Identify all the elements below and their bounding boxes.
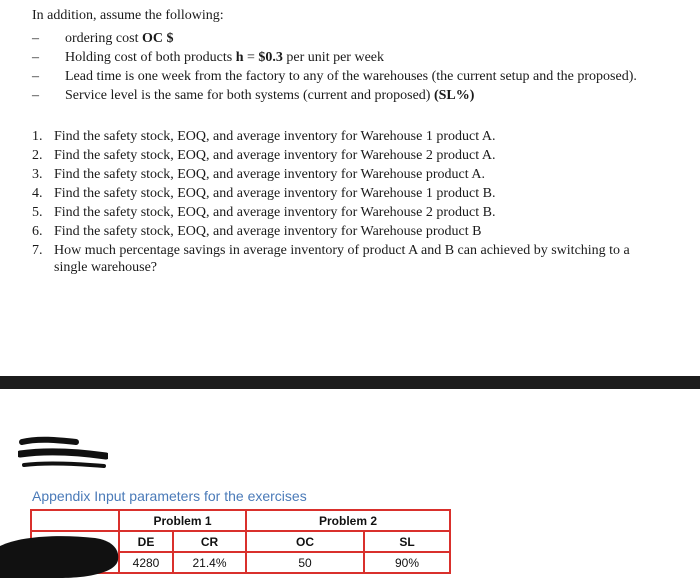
problem-1-header: Problem 1 xyxy=(119,510,246,531)
assumption-text: h xyxy=(235,50,244,65)
problem-2-header: Problem 2 xyxy=(246,510,450,531)
question-text: How much percentage savings in average inventory of product A and B can achieved by switching to a single warehouse? xyxy=(54,243,630,275)
question-number: 7. xyxy=(32,243,43,258)
assumption-item xyxy=(32,87,642,104)
assumption-item xyxy=(32,49,642,66)
dash-bullet: – xyxy=(32,50,39,65)
assumption-text: $0.3 xyxy=(258,50,283,65)
question-text: Find the safety stock, EOQ, and average inventory for Warehouse product A. xyxy=(54,167,485,182)
assumption-text: Service level is the same for both systems (current and proposed) xyxy=(65,88,434,103)
dash-bullet: – xyxy=(32,31,39,46)
assumption-text: Holding cost of both products xyxy=(65,50,236,65)
question-item xyxy=(32,147,642,164)
question-item xyxy=(32,242,642,276)
question-item xyxy=(32,204,642,221)
assumption-text: Lead time is one week from the factory to any of the warehouses (the current setup and the proposed). xyxy=(65,69,637,84)
value-oc: 50 xyxy=(246,552,364,573)
column-de: DE xyxy=(119,531,173,552)
dash-bullet: – xyxy=(32,88,39,103)
value-sl: 90% xyxy=(364,552,450,573)
assumption-text: (SL%) xyxy=(433,88,475,103)
column-cr: CR xyxy=(173,531,246,552)
question-item xyxy=(32,166,642,183)
questions-list xyxy=(32,128,642,278)
question-text: Find the safety stock, EOQ, and average inventory for Warehouse product B xyxy=(54,224,482,239)
question-number: 4. xyxy=(32,186,43,201)
question-text: Find the safety stock, EOQ, and average inventory for Warehouse 1 product B. xyxy=(54,186,496,201)
question-text: Find the safety stock, EOQ, and average inventory for Warehouse 1 product A. xyxy=(54,129,496,144)
separator-bar xyxy=(0,376,700,389)
question-number: 5. xyxy=(32,205,43,220)
question-text: Find the safety stock, EOQ, and average inventory for Warehouse 2 product B. xyxy=(54,205,496,220)
assumption-text: = xyxy=(243,50,259,65)
intro-text: In addition, assume the following: xyxy=(32,8,224,23)
question-number: 1. xyxy=(32,129,43,144)
column-oc: OC xyxy=(246,531,364,552)
value-cr: 21.4% xyxy=(173,552,246,573)
assumptions-list xyxy=(32,30,642,106)
column-sl: SL xyxy=(364,531,450,552)
assumption-item xyxy=(32,30,642,47)
redaction-scribble xyxy=(18,434,108,470)
question-number: 3. xyxy=(32,167,43,182)
question-number: 2. xyxy=(32,148,43,163)
assumption-item xyxy=(32,68,642,85)
question-text: Find the safety stock, EOQ, and average inventory for Warehouse 2 product A. xyxy=(54,148,496,163)
redaction-blot xyxy=(0,528,130,578)
dash-bullet: – xyxy=(32,69,39,84)
question-item xyxy=(32,185,642,202)
assumption-text: OC $ xyxy=(141,31,174,46)
question-item xyxy=(32,223,642,240)
question-number: 6. xyxy=(32,224,43,239)
assumption-text: ordering cost xyxy=(65,31,142,46)
assumption-text: per unit per week xyxy=(282,50,384,65)
appendix-title: Appendix Input parameters for the exercises xyxy=(32,488,307,504)
question-item xyxy=(32,128,642,145)
value-de: 4280 xyxy=(119,552,173,573)
